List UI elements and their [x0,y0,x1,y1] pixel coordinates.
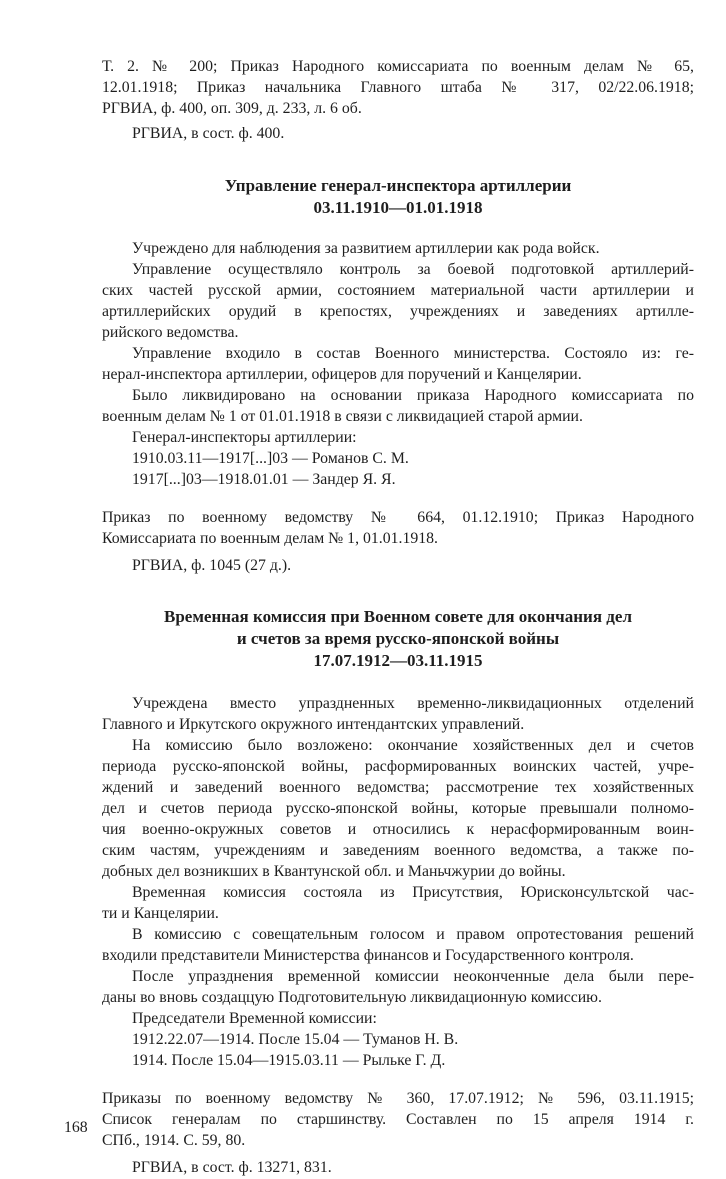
section-2-dates: 17.07.1912—03.11.1915 [313,651,483,670]
section-2-refs [102,1088,694,1151]
top-references [102,56,694,119]
section-2-body [102,693,694,1071]
section-2-title-line: и счетов за время русско-японской войны [236,629,560,648]
section-1-dates: 03.11.1910—01.01.1918 [313,198,483,217]
paragraph-line: Управление осуществляло контроль за боевой подготовкой артиллерий- [132,261,694,278]
paragraph-line: После упразднения временной комиссии неоконченные дела были пере- [132,968,694,985]
head-entry: 1914. После 15.04—1915.03.11 — Рыльке Г. Д. [132,1052,446,1069]
paragraph-line: В комиссию с совещательным голосом и правом опротестования решений [132,926,694,943]
paragraph-line: Управление входило в состав Военного министерства. Состояло из: ге- [132,345,694,362]
ref-line: Приказ по военному ведомству № 664, 01.12.1910; Приказ Народного [102,509,694,526]
page-content [102,56,694,1178]
section-2-archive: РГВИА, в сост. ф. 13271, 831. [132,1159,332,1176]
paragraph-line: ским частям, учреждениям и заведениям военного ведомства, а также по- [102,842,694,859]
ref-line: СПб., 1914. С. 59, 80. [102,1132,246,1149]
section-1-refs [102,507,694,549]
paragraph-line: Временная комиссия состояла из Присутствия, Юрисконсультской час- [132,884,694,901]
paragraph-line: военным делам № 1 от 01.01.1918 в связи с ликвидацией старой армии. [102,408,583,425]
paragraph-line: добных дел возникших в Квантунской обл. и Маньчжурии до войны. [102,863,566,880]
paragraph-line: артиллерийских орудий в крепостях, учреждениях и заведениях артилле- [102,303,694,320]
paragraph-line: На комиссию было возложено: окончание хозяйственных дел и счетов [132,737,694,754]
paragraph-line: нерал-инспектора артиллерии, офицеров для поручений и Канцелярии. [102,366,582,383]
paragraph-line: Было ликвидировано на основании приказа Народного комиссариата по [132,387,694,404]
paragraph-line: Учреждена вместо упраздненных временно-ликвидационных отделений [132,695,694,712]
paragraph-line: ских частей русской армии, состоянием материальной части артиллерии и [102,282,694,299]
paragraph-line: Учреждено для наблюдения за развитием артиллерии как рода войск. [132,240,600,257]
heads-label: Генерал-инспекторы артиллерии: [132,429,357,446]
paragraph-line: чия военно-окружных советов и относились к нерасформированным воин- [102,821,694,838]
ref-line: Комиссариата по военным делам № 1, 01.01.1918. [102,530,438,547]
paragraph-line: рийского ведомства. [102,324,239,341]
page-number: 168 [64,1119,88,1136]
section-1-title: Управление генерал-инспектора артиллерии [224,176,572,195]
paragraph-line: даны во вновь создаццую Подготовительную ликвидационную комиссию. [102,989,602,1006]
head-entry: 1912.22.07—1914. После 15.04 — Туманов Н. В. [132,1031,459,1048]
paragraph-line: ти и Канцелярии. [102,905,219,922]
ref-line: Приказы по военному ведомству № 360, 17.07.1912; № 596, 03.11.1915; [102,1090,694,1107]
heads-label: Председатели Временной комиссии: [132,1010,377,1027]
paragraph-line: Главного и Иркутского окружного интендантских управлений. [102,716,525,733]
section-2 [102,606,694,1178]
head-entry: 1917[...]03—1918.01.01 — Зандер Я. Я. [132,471,396,488]
section-1 [102,175,694,576]
paragraph-line: дел и счетов периода русско-японской войны, которые превышали полномо- [102,800,694,817]
section-1-archive: РГВИА, ф. 1045 (27 д.). [132,557,292,574]
ref-line: Список генералам по старшинству. Составлен по 15 апреля 1914 г. [102,1111,694,1128]
head-entry: 1910.03.11—1917[...]03 — Романов С. М. [132,450,409,467]
paragraph-line: периода русско-японской войны, расформированных воинских частей, учре- [102,758,694,775]
top-archive: РГВИА, в сост. ф. 400. [132,125,285,142]
paragraph-line: входили представители Министерства финансов и Государственного контроля. [102,947,634,964]
paragraph-line: ждений и заведений военного ведомства; рассмотрение тех хозяйственных [102,779,694,796]
ref-line: РГВИА, ф. 400, оп. 309, д. 233, л. 6 об. [102,100,362,117]
section-2-title-line: Временная комиссия при Военном совете для окончания дел [164,607,632,626]
ref-line: 12.01.1918; Приказ начальника Главного штаба № 317, 02/22.06.1918; [102,79,694,96]
section-1-body [102,238,694,490]
ref-line: Т. 2. № 200; Приказ Народного комиссариата по военным делам № 65, [102,58,694,75]
